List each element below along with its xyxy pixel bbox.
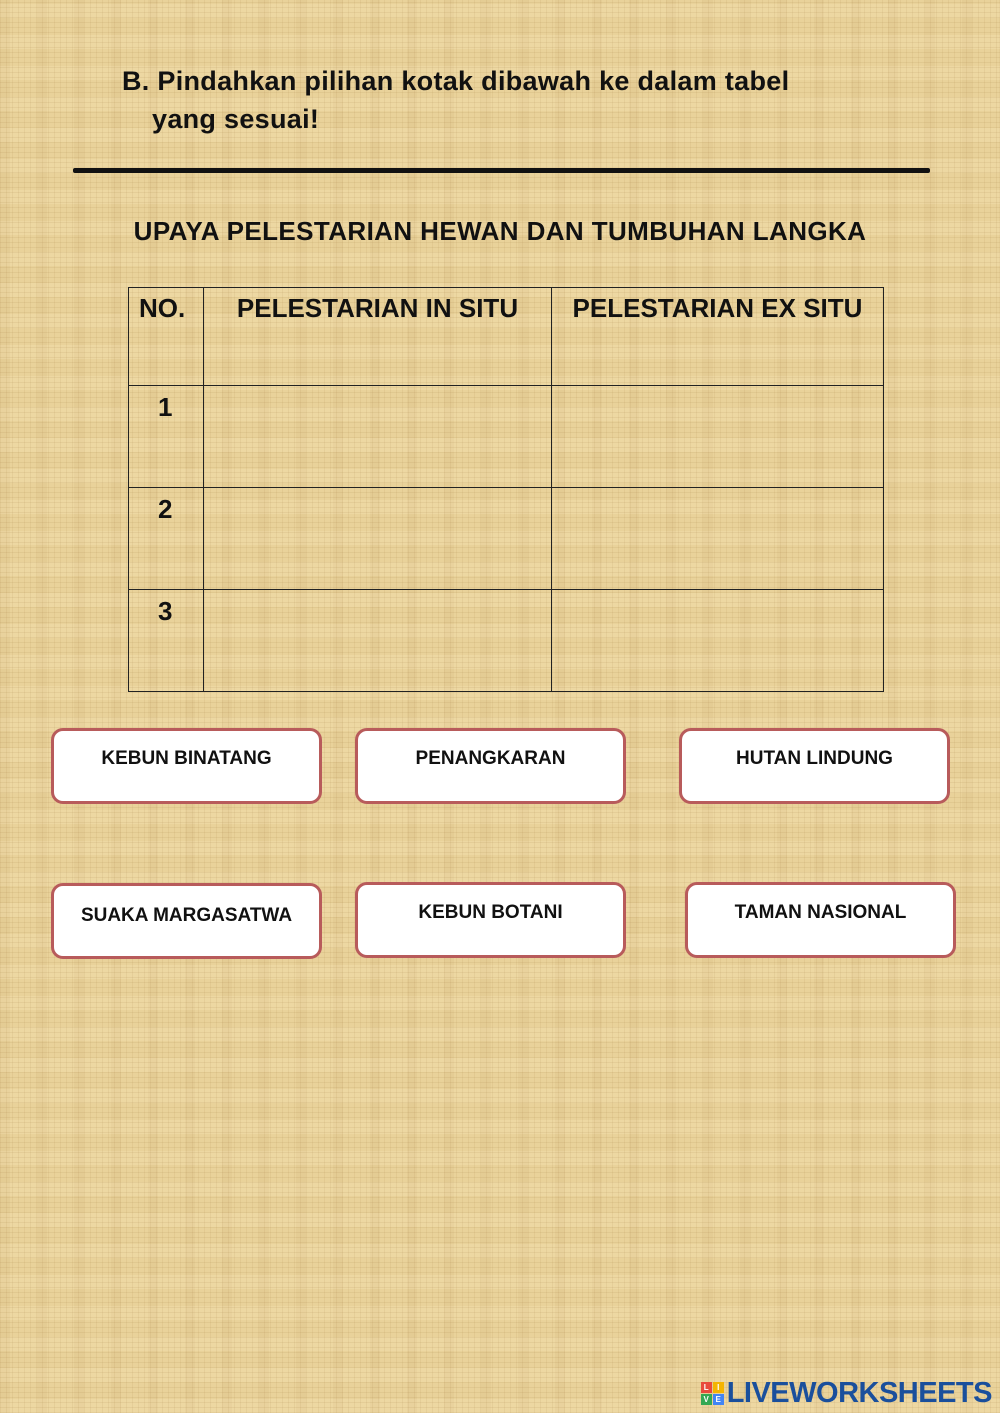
- row-number: 2: [129, 488, 204, 590]
- drop-zone-in-situ[interactable]: [204, 488, 552, 590]
- logo-letter-e: E: [713, 1394, 724, 1405]
- drop-zone-ex-situ[interactable]: [552, 590, 884, 692]
- instruction-text: [122, 62, 902, 138]
- option-card-suaka-margasatwa[interactable]: SUAKA MARGASATWA: [51, 883, 322, 959]
- logo-letter-i: I: [713, 1382, 724, 1393]
- drop-zone-in-situ[interactable]: [204, 386, 552, 488]
- liveworksheets-brand[interactable]: [701, 1375, 992, 1411]
- option-card-hutan-lindung[interactable]: HUTAN LINDUNG: [679, 728, 950, 804]
- table-title: UPAYA PELESTARIAN HEWAN DAN TUMBUHAN LANGKA: [133, 216, 867, 246]
- drop-zone-ex-situ[interactable]: [552, 386, 884, 488]
- logo-letter-v: V: [701, 1394, 712, 1405]
- header-in-situ: PELESTARIAN IN SITU: [204, 288, 552, 386]
- drop-zone-ex-situ[interactable]: [552, 488, 884, 590]
- instruction-line-2: yang sesuai!: [152, 104, 320, 134]
- answer-table: [128, 287, 884, 692]
- row-number: 3: [129, 590, 204, 692]
- logo-letter-l: L: [701, 1382, 712, 1393]
- header-ex-situ: PELESTARIAN EX SITU: [552, 288, 884, 386]
- brand-wordmark: LIVEWORKSHEETS: [726, 1376, 992, 1409]
- row-number: 1: [129, 386, 204, 488]
- option-card-kebun-botani[interactable]: KEBUN BOTANI: [355, 882, 626, 958]
- table-row: [129, 386, 884, 488]
- option-card-taman-nasional[interactable]: TAMAN NASIONAL: [685, 882, 956, 958]
- instruction-line-1: B. Pindahkan pilihan kotak dibawah ke dalam tabel: [122, 66, 790, 96]
- option-card-kebun-binatang[interactable]: KEBUN BINATANG: [51, 728, 322, 804]
- table-row: [129, 488, 884, 590]
- option-card-penangkaran[interactable]: PENANGKARAN: [355, 728, 626, 804]
- liveworksheets-logo-icon: [701, 1382, 724, 1405]
- divider-line: [73, 168, 930, 173]
- table-row: [129, 590, 884, 692]
- drop-zone-in-situ[interactable]: [204, 590, 552, 692]
- header-no: NO.: [129, 288, 204, 386]
- table-header-row: [129, 288, 884, 386]
